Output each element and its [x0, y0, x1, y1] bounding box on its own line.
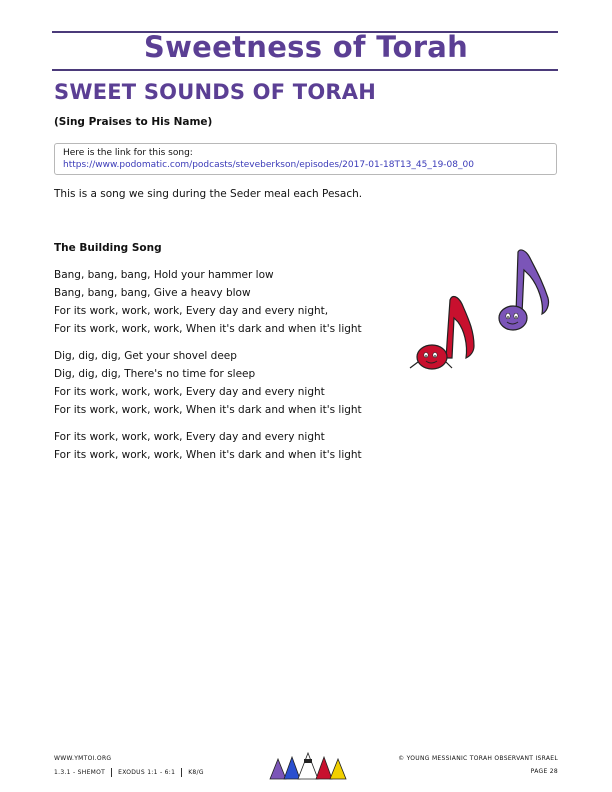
intro-text: This is a song we sing during the Seder meal each Pesach.	[54, 188, 363, 200]
red-note-icon	[410, 297, 474, 369]
lyric-line: For its work, work, work, When it's dark and when it's light	[54, 323, 362, 335]
page-number: PAGE 28	[530, 768, 558, 775]
page-title: Sweetness of Torah	[143, 30, 469, 64]
verse-1	[54, 266, 362, 338]
section-subtitle: (Sing Praises to His Name)	[54, 116, 213, 128]
lyric-line: For its work, work, work, Every day and every night	[54, 386, 325, 398]
lyric-line: For its work, work, work, Every day and every night,	[54, 305, 329, 317]
lyric-line: Bang, bang, bang, Hold your hammer low	[54, 269, 274, 281]
footer-part: EXODUS 1:1 - 6:1	[118, 769, 176, 776]
lyric-line: Bang, bang, bang, Give a heavy blow	[54, 287, 251, 299]
song-link[interactable]: https://www.podomatic.com/podcasts/steveberkson/episodes/2017-01-18T13_45_19-08_00	[63, 160, 474, 170]
footer-copyright: © YOUNG MESSIANIC TORAH OBSERVANT ISRAEL	[398, 755, 558, 762]
link-label: Here is the link for this song:	[63, 148, 193, 158]
footer-site: WWW.YMTOI.ORG	[54, 755, 112, 762]
link-box	[54, 143, 557, 175]
family-logo-icon	[268, 751, 348, 781]
footer-part: 1.3.1 - SHEMOT	[54, 769, 106, 776]
header-rule-bottom	[52, 69, 558, 71]
section-title: SWEET SOUNDS OF TORAH	[54, 80, 376, 104]
lyric-line: Dig, dig, dig, There's no time for sleep	[54, 368, 256, 380]
music-notes-illustration	[400, 240, 570, 380]
lyric-line: For its work, work, work, When it's dark and when it's light	[54, 449, 362, 461]
lyric-line: For its work, work, work, When it's dark and when it's light	[54, 404, 362, 416]
verse-2	[54, 347, 362, 419]
purple-note-icon	[499, 250, 549, 330]
footer-part: K8/G	[188, 769, 204, 776]
footer-divider	[181, 768, 182, 777]
footer-divider	[111, 768, 112, 777]
lyric-line: For its work, work, work, Every day and every night	[54, 431, 325, 443]
footer-reference	[54, 768, 204, 777]
song-title: The Building Song	[54, 242, 162, 254]
verse-3	[54, 428, 362, 464]
lyric-line: Dig, dig, dig, Get your shovel deep	[54, 350, 237, 362]
